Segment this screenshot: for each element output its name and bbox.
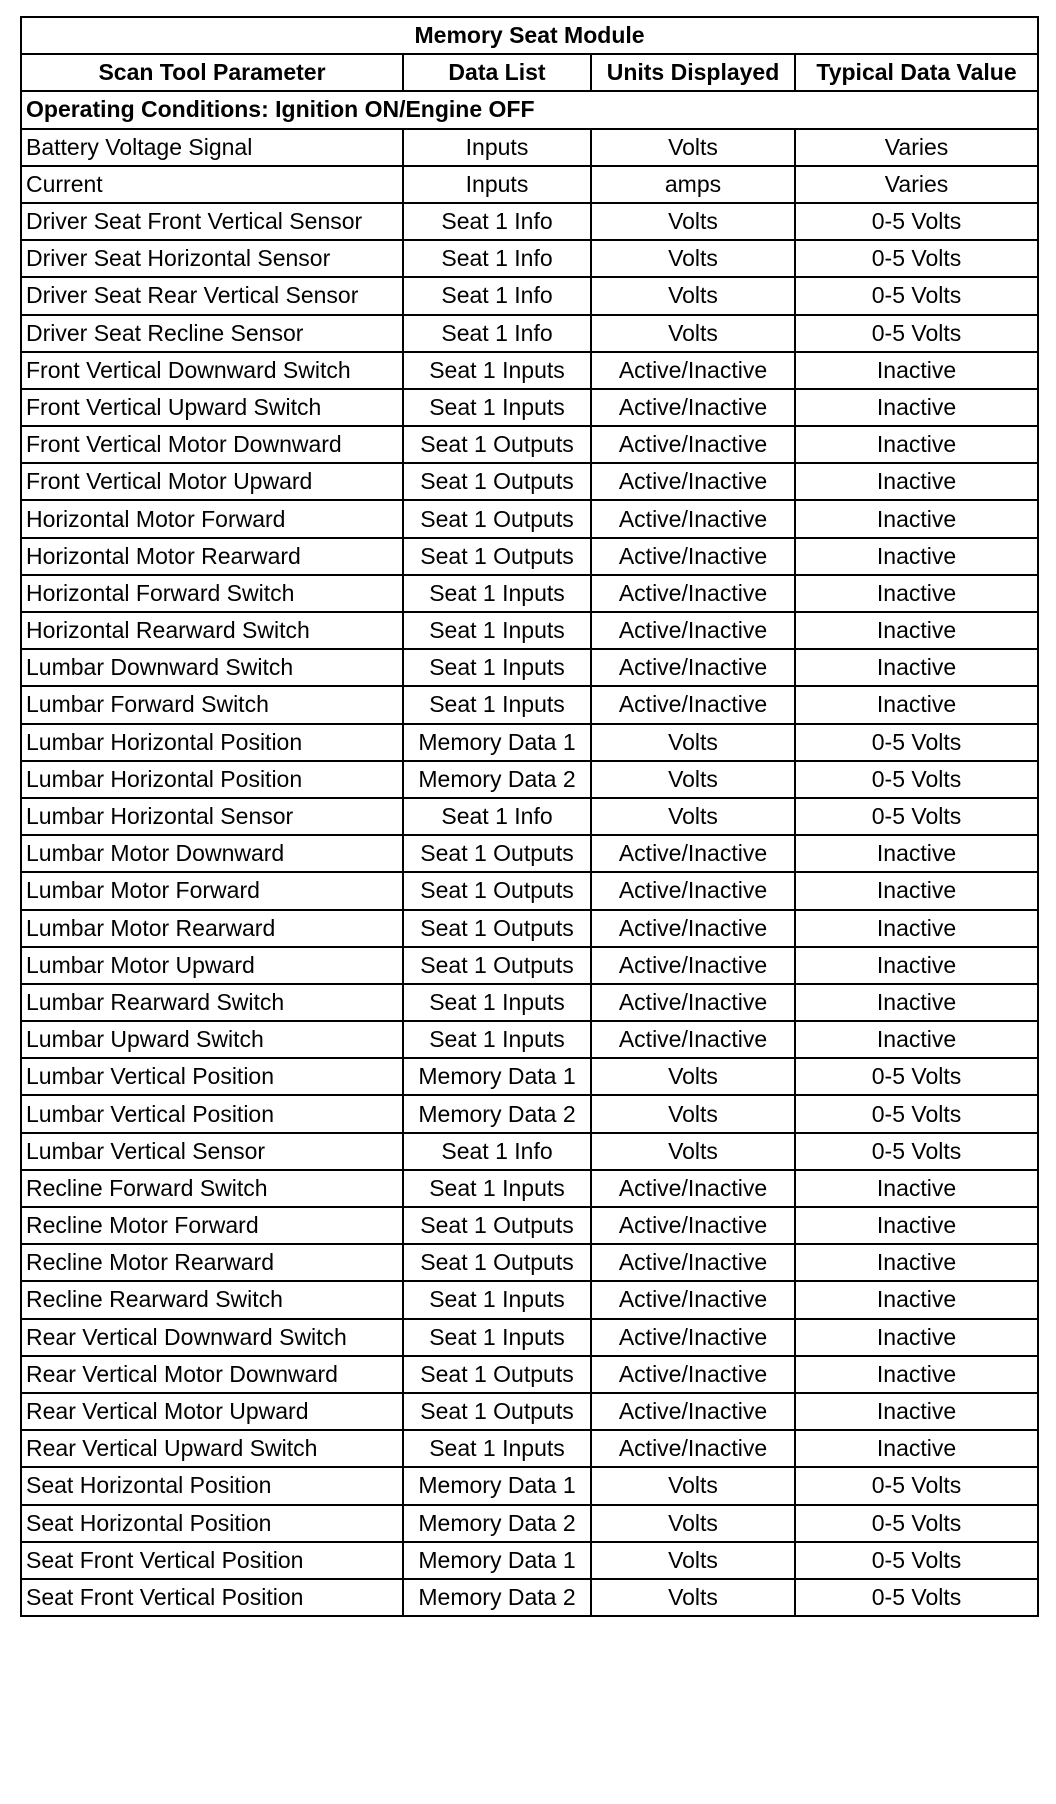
data-list-cell: Seat 1 Info — [403, 240, 591, 277]
parameter-cell: Front Vertical Downward Switch — [21, 352, 403, 389]
typical-value-cell: Inactive — [795, 463, 1038, 500]
parameter-cell: Lumbar Downward Switch — [21, 649, 403, 686]
parameter-cell: Horizontal Forward Switch — [21, 575, 403, 612]
data-list-cell: Seat 1 Outputs — [403, 1244, 591, 1281]
data-list-cell: Seat 1 Outputs — [403, 463, 591, 500]
typical-value-cell: 0-5 Volts — [795, 1058, 1038, 1095]
table-row — [21, 1021, 1038, 1058]
parameter-cell: Lumbar Motor Forward — [21, 872, 403, 909]
data-list-cell: Inputs — [403, 166, 591, 203]
table-row — [21, 872, 1038, 909]
data-list-cell: Seat 1 Inputs — [403, 984, 591, 1021]
parameter-cell: Lumbar Motor Upward — [21, 947, 403, 984]
table-row — [21, 798, 1038, 835]
units-cell: Active/Inactive — [591, 1021, 795, 1058]
table-row — [21, 649, 1038, 686]
units-cell: Volts — [591, 1542, 795, 1579]
units-cell: Volts — [591, 761, 795, 798]
table-row — [21, 1505, 1038, 1542]
parameter-cell: Lumbar Motor Rearward — [21, 910, 403, 947]
table-row — [21, 203, 1038, 240]
parameter-cell: Front Vertical Motor Upward — [21, 463, 403, 500]
memory-seat-module-table — [20, 16, 1039, 1617]
parameter-cell: Current — [21, 166, 403, 203]
table-row — [21, 724, 1038, 761]
units-cell: Active/Inactive — [591, 352, 795, 389]
table-row — [21, 947, 1038, 984]
units-cell: Volts — [591, 1133, 795, 1170]
parameter-cell: Horizontal Motor Rearward — [21, 538, 403, 575]
typical-value-cell: 0-5 Volts — [795, 1467, 1038, 1504]
parameter-cell: Battery Voltage Signal — [21, 129, 403, 166]
data-list-cell: Seat 1 Inputs — [403, 1281, 591, 1318]
units-cell: Volts — [591, 203, 795, 240]
parameter-cell: Seat Horizontal Position — [21, 1467, 403, 1504]
units-cell: Active/Inactive — [591, 1170, 795, 1207]
typical-value-cell: Inactive — [795, 389, 1038, 426]
table-row — [21, 910, 1038, 947]
data-list-cell: Seat 1 Outputs — [403, 1393, 591, 1430]
table-row — [21, 352, 1038, 389]
parameter-cell: Recline Motor Rearward — [21, 1244, 403, 1281]
table-row — [21, 463, 1038, 500]
header-units-displayed: Units Displayed — [591, 54, 795, 91]
table-row — [21, 277, 1038, 314]
parameter-cell: Horizontal Motor Forward — [21, 500, 403, 537]
table-row — [21, 1319, 1038, 1356]
data-list-cell: Seat 1 Inputs — [403, 575, 591, 612]
data-list-cell: Seat 1 Inputs — [403, 389, 591, 426]
data-list-cell: Seat 1 Inputs — [403, 1170, 591, 1207]
table-row — [21, 1467, 1038, 1504]
units-cell: Active/Inactive — [591, 872, 795, 909]
table-row — [21, 129, 1038, 166]
parameter-cell: Seat Front Vertical Position — [21, 1579, 403, 1616]
table-row — [21, 166, 1038, 203]
table-row — [21, 1281, 1038, 1318]
data-list-cell: Memory Data 2 — [403, 1095, 591, 1132]
typical-value-cell: 0-5 Volts — [795, 1095, 1038, 1132]
table-row — [21, 612, 1038, 649]
header-scan-tool-parameter: Scan Tool Parameter — [21, 54, 403, 91]
table-row — [21, 835, 1038, 872]
typical-value-cell: Inactive — [795, 1207, 1038, 1244]
parameter-cell: Recline Rearward Switch — [21, 1281, 403, 1318]
data-list-cell: Seat 1 Outputs — [403, 947, 591, 984]
table-row — [21, 1244, 1038, 1281]
parameter-cell: Driver Seat Rear Vertical Sensor — [21, 277, 403, 314]
data-list-cell: Seat 1 Outputs — [403, 835, 591, 872]
parameter-cell: Lumbar Upward Switch — [21, 1021, 403, 1058]
typical-value-cell: Inactive — [795, 612, 1038, 649]
data-list-cell: Seat 1 Outputs — [403, 1356, 591, 1393]
units-cell: Active/Inactive — [591, 575, 795, 612]
data-list-cell: Seat 1 Outputs — [403, 910, 591, 947]
units-cell: Volts — [591, 1058, 795, 1095]
table-row — [21, 389, 1038, 426]
parameter-cell: Horizontal Rearward Switch — [21, 612, 403, 649]
table-row — [21, 1207, 1038, 1244]
units-cell: Volts — [591, 129, 795, 166]
table-row — [21, 1542, 1038, 1579]
units-cell: Active/Inactive — [591, 649, 795, 686]
units-cell: Active/Inactive — [591, 1393, 795, 1430]
data-list-cell: Seat 1 Info — [403, 1133, 591, 1170]
parameter-cell: Driver Seat Recline Sensor — [21, 315, 403, 352]
units-cell: amps — [591, 166, 795, 203]
data-list-cell: Memory Data 1 — [403, 1467, 591, 1504]
table-row — [21, 1430, 1038, 1467]
typical-value-cell: Inactive — [795, 1393, 1038, 1430]
data-list-cell: Memory Data 1 — [403, 1058, 591, 1095]
data-list-cell: Seat 1 Info — [403, 277, 591, 314]
units-cell: Volts — [591, 1505, 795, 1542]
units-cell: Volts — [591, 1467, 795, 1504]
units-cell: Active/Inactive — [591, 1319, 795, 1356]
typical-value-cell: Inactive — [795, 575, 1038, 612]
table-row — [21, 240, 1038, 277]
data-list-cell: Seat 1 Info — [403, 203, 591, 240]
operating-conditions: Operating Conditions: Ignition ON/Engine OFF — [21, 91, 1038, 128]
table-row — [21, 1095, 1038, 1132]
data-list-cell: Seat 1 Outputs — [403, 426, 591, 463]
units-cell: Volts — [591, 724, 795, 761]
data-list-cell: Seat 1 Outputs — [403, 500, 591, 537]
header-row — [21, 54, 1038, 91]
parameter-cell: Driver Seat Front Vertical Sensor — [21, 203, 403, 240]
typical-value-cell: 0-5 Volts — [795, 1542, 1038, 1579]
data-list-cell: Memory Data 2 — [403, 1579, 591, 1616]
typical-value-cell: 0-5 Volts — [795, 240, 1038, 277]
typical-value-cell: 0-5 Volts — [795, 761, 1038, 798]
typical-value-cell: Inactive — [795, 1281, 1038, 1318]
typical-value-cell: Inactive — [795, 1021, 1038, 1058]
typical-value-cell: 0-5 Volts — [795, 1505, 1038, 1542]
data-list-cell: Seat 1 Inputs — [403, 649, 591, 686]
parameter-cell: Front Vertical Motor Downward — [21, 426, 403, 463]
units-cell: Active/Inactive — [591, 389, 795, 426]
parameter-cell: Lumbar Motor Downward — [21, 835, 403, 872]
units-cell: Volts — [591, 1095, 795, 1132]
units-cell: Volts — [591, 315, 795, 352]
typical-value-cell: 0-5 Volts — [795, 315, 1038, 352]
units-cell: Active/Inactive — [591, 1244, 795, 1281]
parameter-cell: Lumbar Horizontal Sensor — [21, 798, 403, 835]
typical-value-cell: Inactive — [795, 1170, 1038, 1207]
parameter-cell: Rear Vertical Motor Downward — [21, 1356, 403, 1393]
table-row — [21, 500, 1038, 537]
parameter-cell: Lumbar Horizontal Position — [21, 761, 403, 798]
table-row — [21, 426, 1038, 463]
units-cell: Active/Inactive — [591, 612, 795, 649]
parameter-cell: Seat Front Vertical Position — [21, 1542, 403, 1579]
units-cell: Volts — [591, 1579, 795, 1616]
typical-value-cell: Varies — [795, 166, 1038, 203]
parameter-cell: Lumbar Vertical Position — [21, 1095, 403, 1132]
units-cell: Active/Inactive — [591, 910, 795, 947]
units-cell: Active/Inactive — [591, 500, 795, 537]
parameter-cell: Lumbar Rearward Switch — [21, 984, 403, 1021]
units-cell: Active/Inactive — [591, 686, 795, 723]
table-row — [21, 761, 1038, 798]
typical-value-cell: Inactive — [795, 872, 1038, 909]
data-list-cell: Memory Data 1 — [403, 1542, 591, 1579]
table-row — [21, 1356, 1038, 1393]
data-list-cell: Seat 1 Outputs — [403, 872, 591, 909]
typical-value-cell: 0-5 Volts — [795, 724, 1038, 761]
typical-value-cell: Inactive — [795, 835, 1038, 872]
typical-value-cell: Inactive — [795, 1319, 1038, 1356]
typical-value-cell: Inactive — [795, 947, 1038, 984]
data-list-cell: Memory Data 2 — [403, 761, 591, 798]
table-row — [21, 538, 1038, 575]
data-list-cell: Seat 1 Inputs — [403, 1430, 591, 1467]
typical-value-cell: 0-5 Volts — [795, 277, 1038, 314]
units-cell: Active/Inactive — [591, 1356, 795, 1393]
units-cell: Active/Inactive — [591, 835, 795, 872]
data-list-cell: Seat 1 Info — [403, 798, 591, 835]
title-row — [21, 17, 1038, 54]
typical-value-cell: Inactive — [795, 984, 1038, 1021]
data-list-cell: Seat 1 Outputs — [403, 538, 591, 575]
parameter-cell: Recline Forward Switch — [21, 1170, 403, 1207]
typical-value-cell: Inactive — [795, 426, 1038, 463]
units-cell: Active/Inactive — [591, 1430, 795, 1467]
units-cell: Volts — [591, 240, 795, 277]
typical-value-cell: 0-5 Volts — [795, 203, 1038, 240]
data-list-cell: Seat 1 Inputs — [403, 1021, 591, 1058]
table-row — [21, 984, 1038, 1021]
data-list-cell: Seat 1 Inputs — [403, 1319, 591, 1356]
typical-value-cell: Inactive — [795, 1430, 1038, 1467]
typical-value-cell: Inactive — [795, 538, 1038, 575]
typical-value-cell: Inactive — [795, 686, 1038, 723]
data-list-cell: Seat 1 Inputs — [403, 612, 591, 649]
units-cell: Active/Inactive — [591, 426, 795, 463]
typical-value-cell: Inactive — [795, 1244, 1038, 1281]
units-cell: Active/Inactive — [591, 984, 795, 1021]
parameter-cell: Front Vertical Upward Switch — [21, 389, 403, 426]
parameter-cell: Lumbar Vertical Sensor — [21, 1133, 403, 1170]
parameter-cell: Driver Seat Horizontal Sensor — [21, 240, 403, 277]
typical-value-cell: Inactive — [795, 500, 1038, 537]
table-row — [21, 686, 1038, 723]
typical-value-cell: 0-5 Volts — [795, 1579, 1038, 1616]
units-cell: Volts — [591, 277, 795, 314]
data-list-cell: Seat 1 Inputs — [403, 352, 591, 389]
typical-value-cell: Varies — [795, 129, 1038, 166]
typical-value-cell: 0-5 Volts — [795, 798, 1038, 835]
typical-value-cell: Inactive — [795, 649, 1038, 686]
typical-value-cell: Inactive — [795, 352, 1038, 389]
table-row — [21, 575, 1038, 612]
parameter-cell: Lumbar Forward Switch — [21, 686, 403, 723]
units-cell: Active/Inactive — [591, 538, 795, 575]
table-row — [21, 1393, 1038, 1430]
parameter-cell: Rear Vertical Motor Upward — [21, 1393, 403, 1430]
parameter-cell: Rear Vertical Downward Switch — [21, 1319, 403, 1356]
table-row — [21, 315, 1038, 352]
table-row — [21, 1058, 1038, 1095]
data-list-cell: Seat 1 Inputs — [403, 686, 591, 723]
units-cell: Active/Inactive — [591, 1207, 795, 1244]
parameter-cell: Rear Vertical Upward Switch — [21, 1430, 403, 1467]
typical-value-cell: Inactive — [795, 910, 1038, 947]
parameter-cell: Seat Horizontal Position — [21, 1505, 403, 1542]
parameter-cell: Recline Motor Forward — [21, 1207, 403, 1244]
units-cell: Active/Inactive — [591, 463, 795, 500]
units-cell: Volts — [591, 798, 795, 835]
table-title: Memory Seat Module — [21, 17, 1038, 54]
typical-value-cell: 0-5 Volts — [795, 1133, 1038, 1170]
data-list-cell: Seat 1 Outputs — [403, 1207, 591, 1244]
header-data-list: Data List — [403, 54, 591, 91]
data-list-cell: Inputs — [403, 129, 591, 166]
parameter-cell: Lumbar Horizontal Position — [21, 724, 403, 761]
units-cell: Active/Inactive — [591, 1281, 795, 1318]
parameter-cell: Lumbar Vertical Position — [21, 1058, 403, 1095]
units-cell: Active/Inactive — [591, 947, 795, 984]
typical-value-cell: Inactive — [795, 1356, 1038, 1393]
data-list-cell: Memory Data 2 — [403, 1505, 591, 1542]
data-list-cell: Seat 1 Info — [403, 315, 591, 352]
table-row — [21, 1133, 1038, 1170]
table-row — [21, 1170, 1038, 1207]
header-typical-data-value: Typical Data Value — [795, 54, 1038, 91]
data-list-cell: Memory Data 1 — [403, 724, 591, 761]
table-row — [21, 1579, 1038, 1616]
condition-row — [21, 91, 1038, 128]
